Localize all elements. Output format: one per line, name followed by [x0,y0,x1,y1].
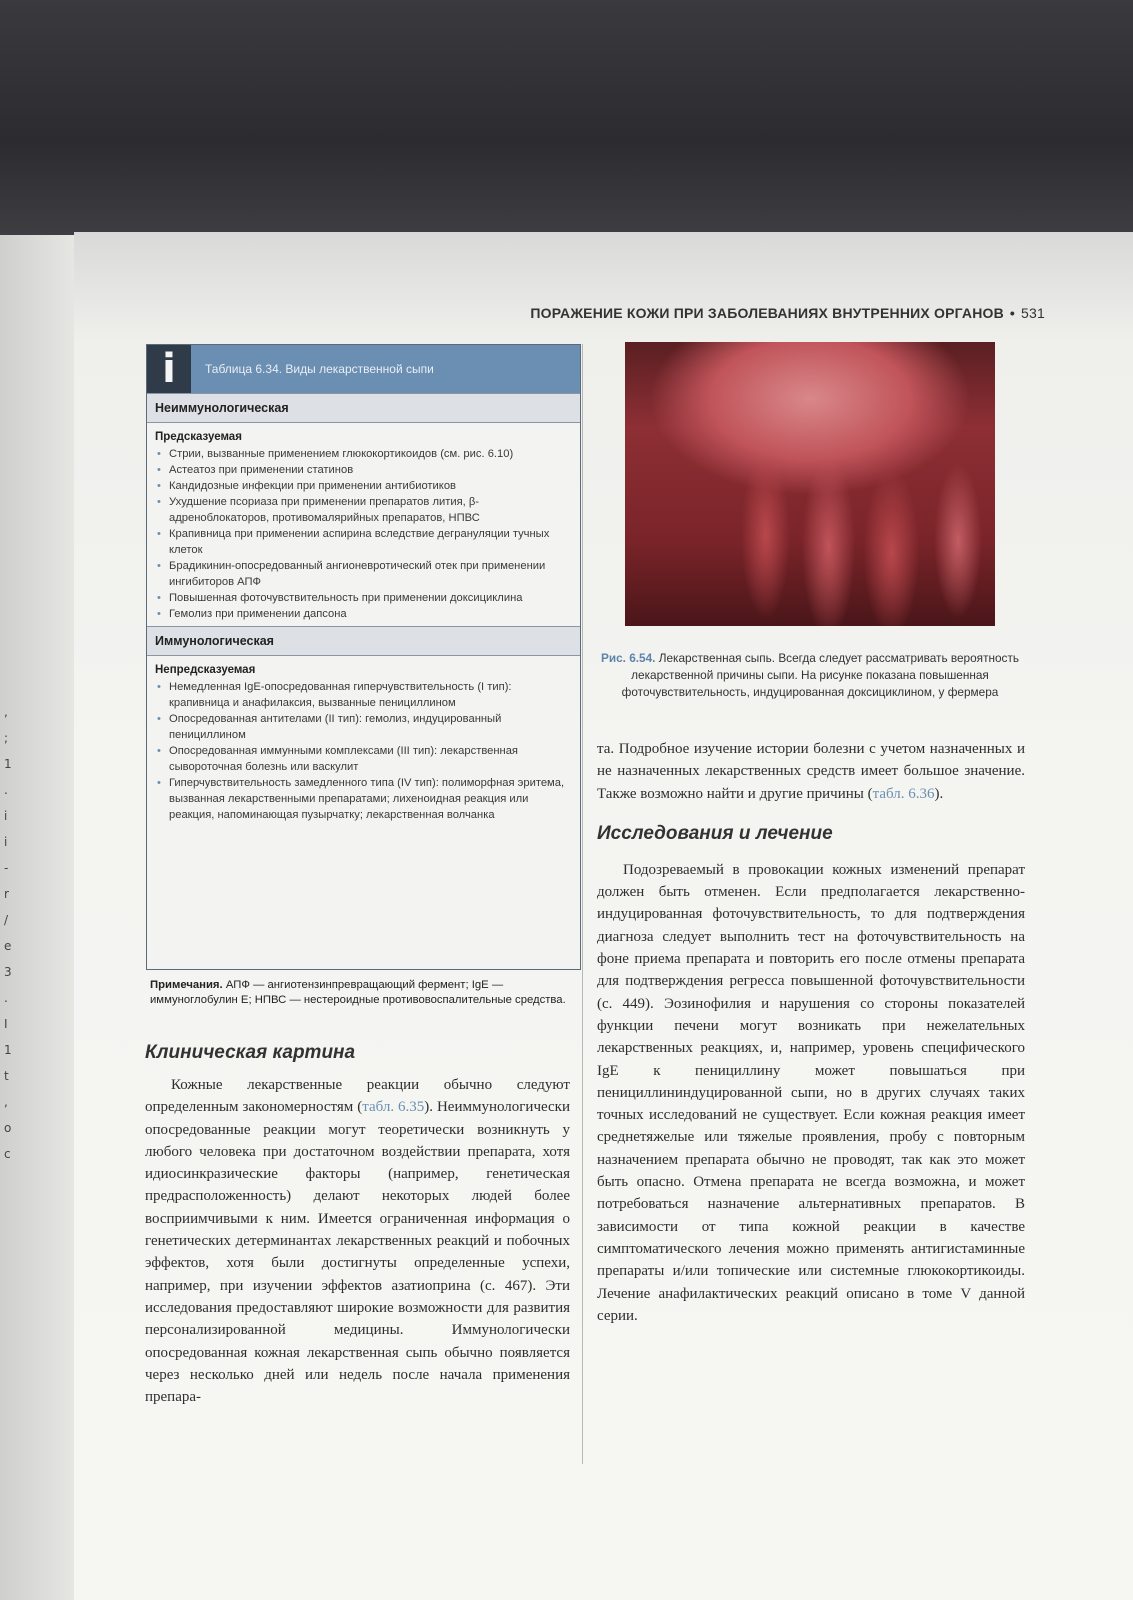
table-reference-link[interactable]: табл. 6.35 [362,1099,425,1116]
table-reference-link[interactable]: табл. 6.36 [872,785,935,802]
section-heading-investigations: Исследования и лечение [597,822,833,844]
facing-page-marks [4,705,18,1173]
right-paragraph-continued [597,738,1025,805]
margin-mark: i [4,809,8,823]
margin-mark: o [4,1121,12,1135]
margin-mark: . [4,783,8,797]
table-note-text: АПФ — ангиотензинпревращающий фермент; IgE — иммуноглобулин E; НПВС — нестероидные противовоспалительные средства. [150,979,566,1006]
margin-mark: e [4,939,12,953]
list-item: • Крапивница при применении аспирина вследствие дегрануляции тучных клеток [155,526,572,558]
margin-mark: c [4,1147,11,1161]
list-item: • Кандидозные инфекции при применении антибиотиков [155,478,572,494]
table-section-immune: Иммунологическая [147,626,580,656]
list-item: • Астеатоз при применении статинов [155,462,572,478]
figure-photo-hand-rash [625,342,995,626]
figure-caption [600,650,1020,701]
info-icon: i [147,345,191,393]
left-paragraph [145,1074,570,1408]
figure-caption-label: Рис. 6.54. [600,651,656,665]
table-list-nonimmune [155,446,572,622]
margin-mark: , [4,705,8,719]
margin-mark: 1 [4,757,12,771]
margin-mark: 1 [4,1043,12,1057]
margin-mark: t [4,1069,9,1083]
table-note-label: Примечания. [150,979,223,991]
margin-mark: . [4,991,8,1005]
table-header [147,345,580,393]
left-column [145,1042,570,1408]
margin-mark: , [4,1095,8,1109]
margin-mark: - [4,861,9,875]
list-item: • Опосредованная антителами (II тип): гемолиз, индуцированный пенициллином [155,711,572,743]
list-item: • Ухудшение псориаза при применении препаратов лития, β-адреноблокаторов, противомалярийных препаратов, НПВС [155,494,572,526]
list-item: • Немедленная IgE-опосредованная гиперчувствительность (I тип): крапивница и анафилаксия, вызванные пенициллином [155,679,572,711]
scan-background-top [0,0,1133,235]
running-head [475,305,1045,321]
right-paragraph-part: та. Подробное изучение истории болезни с учетом назначенных и не назначенных лекарственных средств имеет большое значение. Также возможно найти и другие причины ( [597,741,1025,802]
margin-mark: i [4,835,8,849]
left-paragraph-part: Кожные лекарственные реакции обычно следуют определенным закономерностям ( [145,1077,570,1116]
margin-mark: 3 [4,965,12,979]
table-subheading-predictable: Предсказуемая [155,431,242,443]
table-section-immune-body [147,656,580,827]
margin-mark: I [4,1017,8,1031]
list-item: • Гемолиз при применении дапсона [155,606,572,622]
table-subheading-unpredictable: Непредсказуемая [155,664,256,676]
table-section-nonimmune: Неиммунологическая [147,393,580,423]
right-column [597,738,1025,1327]
right-paragraph: Подозреваемый в провокации кожных изменений препарат должен быть отменен. Если предполагается лекарственно-индуцированная фоточувствительность, то для подтверждения диагноза следует выполнить тест на фоточувствительность на фоне приема препарата и повторить его после отмены препарата для подтверждения регресса повышенной фоточувствительности (с. 449). Эозинофилия и нарушения со стороны показателей функции печени могут возникать при нежелательных лекарственных реакциях, и, например, уровень специфического IgE к пенициллину может повышаться при пенициллининдуцированной сыпи, но в других случаях таких точных исследований не существует. Если кожная реакция имеет среднетяжелые или тяжелые проявления, пробу с повторным назначением препарата обычно не проводят, так как это может быть опасно. Отмена препарата не всегда возможна, и может потребоваться назначение альтернативных препаратов. В зависимости от типа кожной реакции в качестве симптоматического лечения можно применять антигистаминные препараты и/или топические или системные глюкокортикоиды. Лечение анафилактических реакций описано в томе V данной серии. [597,861,1025,1324]
section-heading-clinical: Клиническая картина [145,1042,356,1063]
column-divider [582,344,583,1464]
facing-page-edge [0,235,74,1600]
table-section-nonimmune-body [147,423,580,626]
list-item: • Брадикинин-опосредованный ангионевротический отек при применении ингибиторов АПФ [155,558,572,590]
table-list-immune [155,679,572,823]
page-number: 531 [1021,305,1045,321]
margin-mark: ; [4,731,9,745]
running-head-bullet: • [1009,305,1016,321]
list-item: • Повышенная фоточувствительность при применении доксициклина [155,590,572,606]
table-title: Таблица 6.34. Виды лекарственной сыпи [205,362,434,376]
running-head-title: ПОРАЖЕНИЕ КОЖИ ПРИ ЗАБОЛЕВАНИЯХ ВНУТРЕННИХ ОРГАНОВ [530,305,1004,321]
list-item: • Опосредованная иммунными комплексами (III тип): лекарственная сывороточная болезнь или васкулит [155,743,572,775]
margin-mark: r [4,887,9,901]
figure-caption-text: Лекарственная сыпь. Всегда следует рассматривать вероятность лекарственной причины сыпи. На рисунке показана повышенная фоточувствительность, индуцированная доксициклином, у фермера [621,651,1019,699]
table-note [150,978,575,1008]
list-item: • Стрии, вызванные применением глюкокортикоидов (см. рис. 6.10) [155,446,572,462]
right-paragraph-part: ). [934,785,944,802]
drug-rash-table [146,344,581,970]
list-item: • Гиперчувствительность замедленного типа (IV тип): полиморфная эритема, вызванная лекарственными препаратами; лихеноидная реакция или реакция, напоминающая пузырчатку; лекарственная волчанка [155,775,572,823]
margin-mark: / [4,913,9,927]
left-paragraph-part: ). Неиммунологически опосредованные реакции могут теоретически возникнуть у любого человека при достаточном воздействии препарата, хотя идиосинкразические факторы (например, генетическая предрасположенность) делают некоторых людей более восприимчивыми к ним. Имеется ограниченная информация о генетических детерминантах лекарственных реакций и побочных эффектов, хотя были достигнуты определенные успехи, например, при изучении эффектов азатиоприна (с. 467). Эти исследования предоставляют широкие возможности для развития персонализированной медицины. Иммунологически опосредованная кожная лекарственная сыпь обычно появляется через несколько дней или недель после начала применения препара- [145,1099,570,1406]
